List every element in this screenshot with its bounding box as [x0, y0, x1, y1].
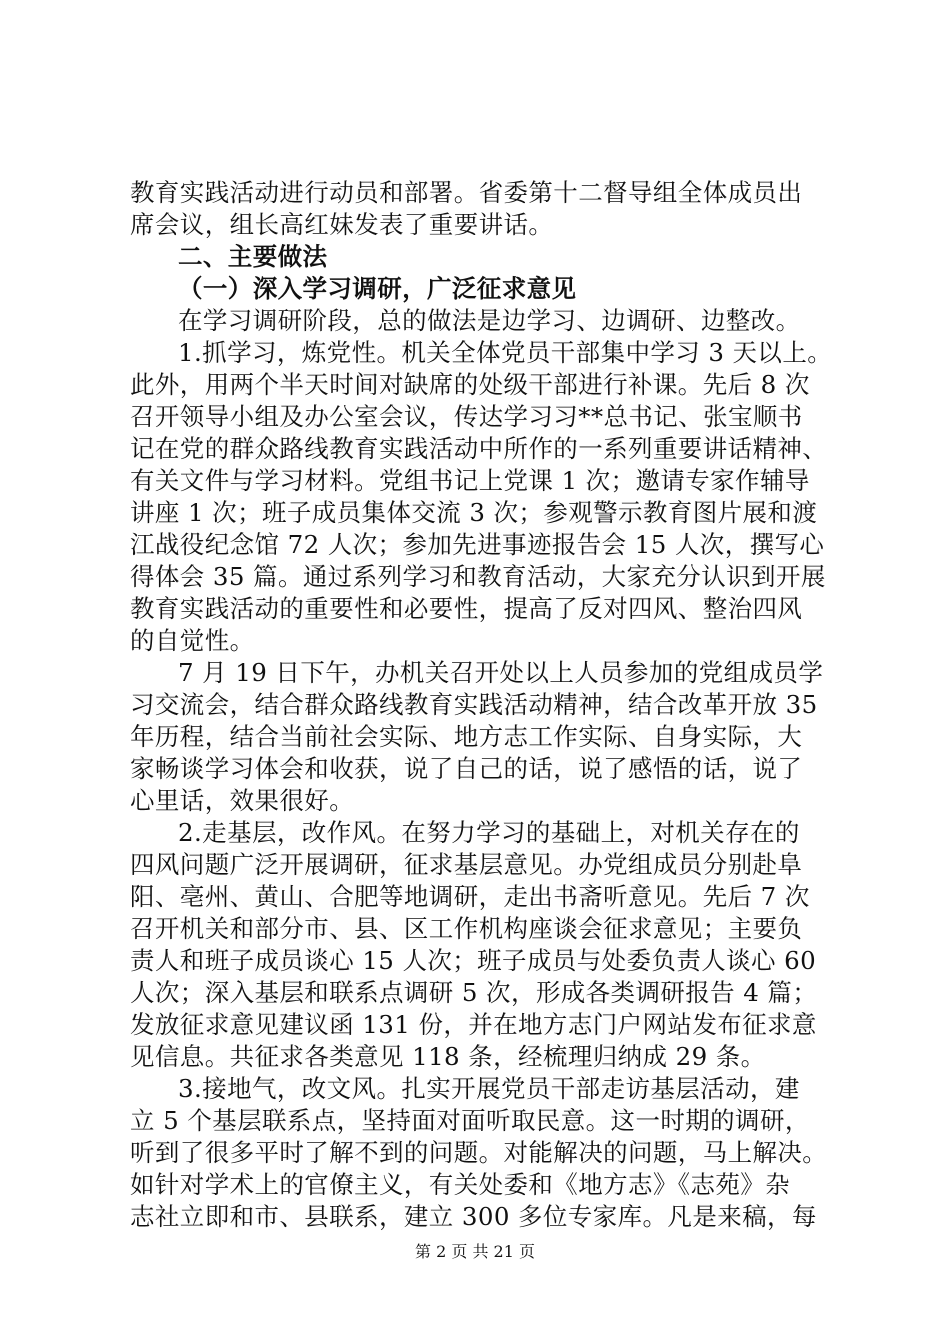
- body-line: 的自觉性。: [130, 626, 255, 655]
- body-line: 责人和班子成员谈心 15 人次；班子成员与处委负责人谈心 60: [130, 946, 817, 975]
- body-line: 3.接地气，改文风。扎实开展党员干部走访基层活动，建: [178, 1074, 800, 1103]
- body-line: 江战役纪念馆 72 人次；参加先进事迹报告会 15 人次，撰写心: [130, 530, 825, 559]
- body-line: 此外，用两个半天时间对缺席的处级干部进行补课。先后 8 次: [130, 370, 810, 399]
- body-line: 习交流会，结合群众路线教育实践活动精神，结合改革开放 35: [130, 690, 818, 719]
- body-line: 志社立即和市、县联系，建立 300 多位专家库。凡是来稿，每: [130, 1202, 817, 1231]
- body-line: 人次；深入基层和联系点调研 5 次，形成各类调研报告 4 篇；: [130, 978, 818, 1007]
- body-line: 召开机关和部分市、县、区工作机构座谈会征求意见；主要负: [130, 914, 803, 943]
- body-line: 1.抓学习，炼党性。机关全体党员干部集中学习 3 天以上。: [178, 338, 833, 367]
- subsection-heading: （一）深入学习调研，广泛征求意见: [178, 274, 577, 303]
- body-line: 心里话，效果很好。: [130, 786, 355, 815]
- section-heading: 二、主要做法: [178, 242, 328, 271]
- body-line: 发放征求意见建议函 131 份，并在地方志门户网站发布征求意: [130, 1010, 817, 1039]
- body-line: 教育实践活动进行动员和部署。省委第十二督导组全体成员出: [130, 178, 803, 207]
- body-line: 得体会 35 篇。通过系列学习和教育活动，大家充分认识到开展: [130, 562, 826, 591]
- body-line: 家畅谈学习体会和收获，说了自己的话，说了感悟的话，说了: [130, 754, 803, 783]
- body-line: 见信息。共征求各类意见 118 条，经梳理归纳成 29 条。: [130, 1042, 766, 1071]
- body-line: 7 月 19 日下午，办机关召开处以上人员参加的党组成员学: [178, 658, 824, 687]
- body-line: 有关文件与学习材料。党组书记上党课 1 次；邀请专家作辅导: [130, 466, 810, 495]
- body-line: 如针对学术上的官僚主义，有关处委和《地方志》《志苑》杂: [130, 1170, 791, 1199]
- body-line: 记在党的群众路线教育实践活动中所作的一系列重要讲话精神、: [130, 434, 828, 463]
- body-line: 讲座 1 次；班子成员集体交流 3 次；参观警示教育图片展和渡: [130, 498, 818, 527]
- body-line: 2.走基层，改作风。在努力学习的基础上，对机关存在的: [178, 818, 800, 847]
- body-line: 立 5 个基层联系点，坚持面对面听取民意。这一时期的调研，: [130, 1106, 810, 1135]
- page-number-footer: 第 2 页 共 21 页: [415, 1242, 535, 1261]
- body-line: 教育实践活动的重要性和必要性，提高了反对四风、整治四风: [130, 594, 803, 623]
- body-line: 阳、亳州、黄山、合肥等地调研，走出书斋听意见。先后 7 次: [130, 882, 810, 911]
- body-line: 听到了很多平时了解不到的问题。对能解决的问题，马上解决。: [130, 1138, 828, 1167]
- body-line: 四风问题广泛开展调研，征求基层意见。办党组成员分别赴阜: [130, 850, 803, 879]
- body-line: 召开领导小组及办公室会议，传达学习习**总书记、张宝顺书: [130, 402, 803, 431]
- body-line: 席会议，组长高红妹发表了重要讲话。: [130, 210, 554, 239]
- body-line: 年历程，结合当前社会实际、地方志工作实际、自身实际，大: [130, 722, 803, 751]
- body-line: 在学习调研阶段，总的做法是边学习、边调研、边整改。: [178, 306, 801, 335]
